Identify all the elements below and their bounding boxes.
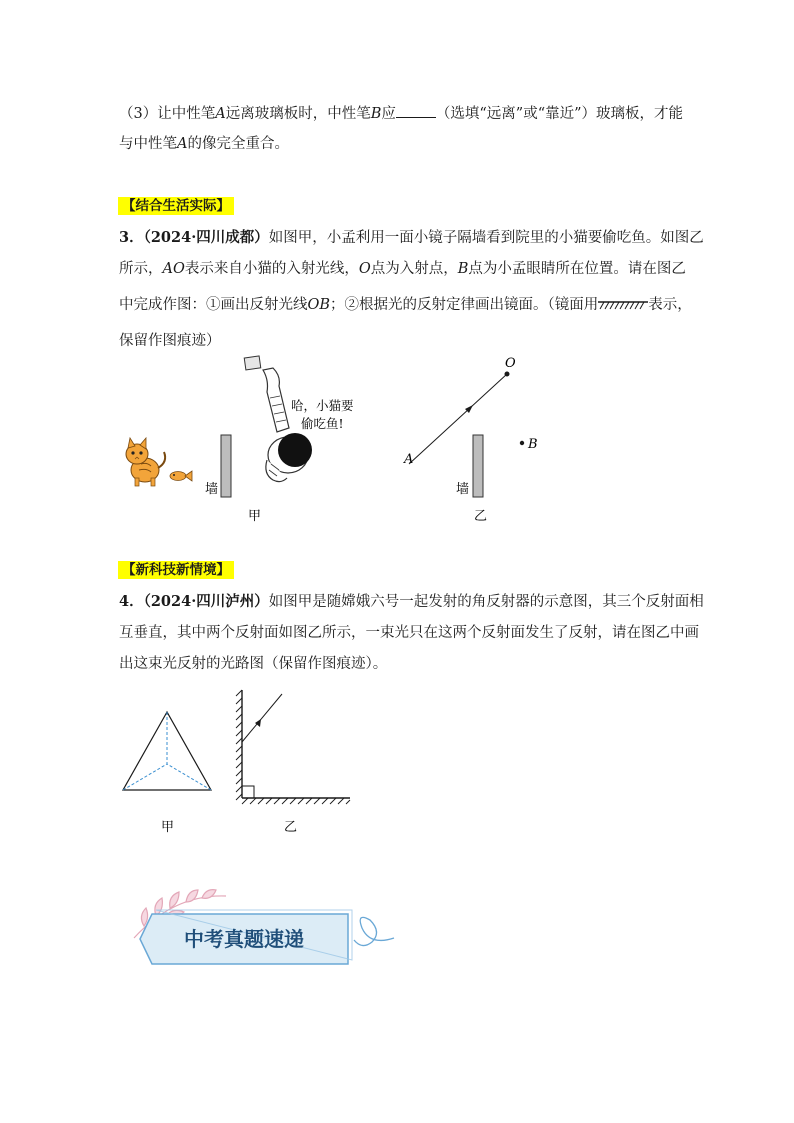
- label-b: B: [528, 437, 538, 452]
- pen-b-label: B: [370, 106, 382, 122]
- wall: [473, 435, 483, 497]
- q3-line1: 3．（2024·四川成都）如图甲，小孟利用一面小镜子隔墙看到院里的小猫要偷吃鱼。如图乙: [119, 229, 704, 246]
- q4-figure-jia: [115, 700, 225, 840]
- right-angle-mark: [242, 786, 254, 798]
- q3-figure-yi: [395, 352, 565, 527]
- q4-line1: 4．（2024·四川泸州）如图甲是随嫦娥六号一起发射的角反射器的示意图，其三个反射面相: [119, 593, 704, 610]
- fish-icon: [170, 471, 192, 481]
- boy-icon: [266, 433, 312, 482]
- section-tag-life: 【结合生活实际】: [118, 197, 234, 215]
- arm: [263, 368, 289, 432]
- q4-line2: 互垂直，其中两个反射面如图乙所示，一束光只在这两个反射面发生了反射，请在图乙中画: [119, 625, 699, 641]
- label-o: O: [505, 356, 516, 371]
- q3-line2: 所示，AO表示来自小猫的入射光线，O点为入射点，B点为小孟眼睛所在位置。请在图乙: [119, 261, 686, 277]
- point-b: [520, 441, 524, 445]
- q4-line3: 出这束光反射的光路图（保留作图痕迹）。: [119, 656, 388, 672]
- pen-a-label: A: [215, 106, 226, 122]
- mirror-icon: [244, 356, 261, 370]
- figure-caption-jia: 甲: [248, 509, 262, 524]
- cat-icon: [126, 438, 165, 486]
- point-o: [505, 372, 510, 377]
- answer-blank[interactable]: [396, 103, 436, 118]
- question-source: （2024·四川成都）: [143, 229, 269, 246]
- incident-ray: [242, 694, 282, 742]
- wall: [221, 435, 231, 497]
- speech-text-2: 偷吃鱼!: [301, 416, 344, 431]
- question-number: 4．: [119, 593, 144, 610]
- label-a: A: [404, 452, 414, 467]
- q3-part3-line1: （3）让中性笔A远离玻璃板时，中性笔B应 （选填“远离”或“靠近”）玻璃板，才能: [119, 103, 683, 124]
- mirror-symbol-icon: [598, 300, 648, 310]
- banner-title: 中考真题速递: [184, 927, 304, 951]
- q3-line4: 保留作图痕迹）: [119, 333, 221, 349]
- q4-figure-yi: [230, 688, 360, 840]
- incident-ray-ao: [409, 374, 507, 464]
- wall-label: 墙: [456, 482, 470, 497]
- q3-line3: 中完成作图：①画出反射光线OB；②根据光的反射定律画出镜面。（镜面用 表示，: [119, 297, 692, 313]
- wall-label: 墙: [205, 482, 219, 497]
- curl-icon: [354, 917, 394, 945]
- section-tag-tech: 【新科技新情境】: [118, 561, 234, 579]
- section-banner: [122, 880, 412, 970]
- question-number: 3．: [119, 229, 144, 246]
- speech-text-1: 哈，小猫要: [291, 398, 354, 413]
- figure-caption-yi: 乙: [474, 509, 488, 524]
- question-source: （2024·四川泸州）: [143, 593, 269, 610]
- figure-caption-yi: 乙: [284, 820, 298, 835]
- q3-part3-line2: 与中性笔A的像完全重合。: [119, 136, 289, 152]
- figure-caption-jia: 甲: [161, 820, 175, 835]
- q3-figure-jia: [115, 352, 355, 527]
